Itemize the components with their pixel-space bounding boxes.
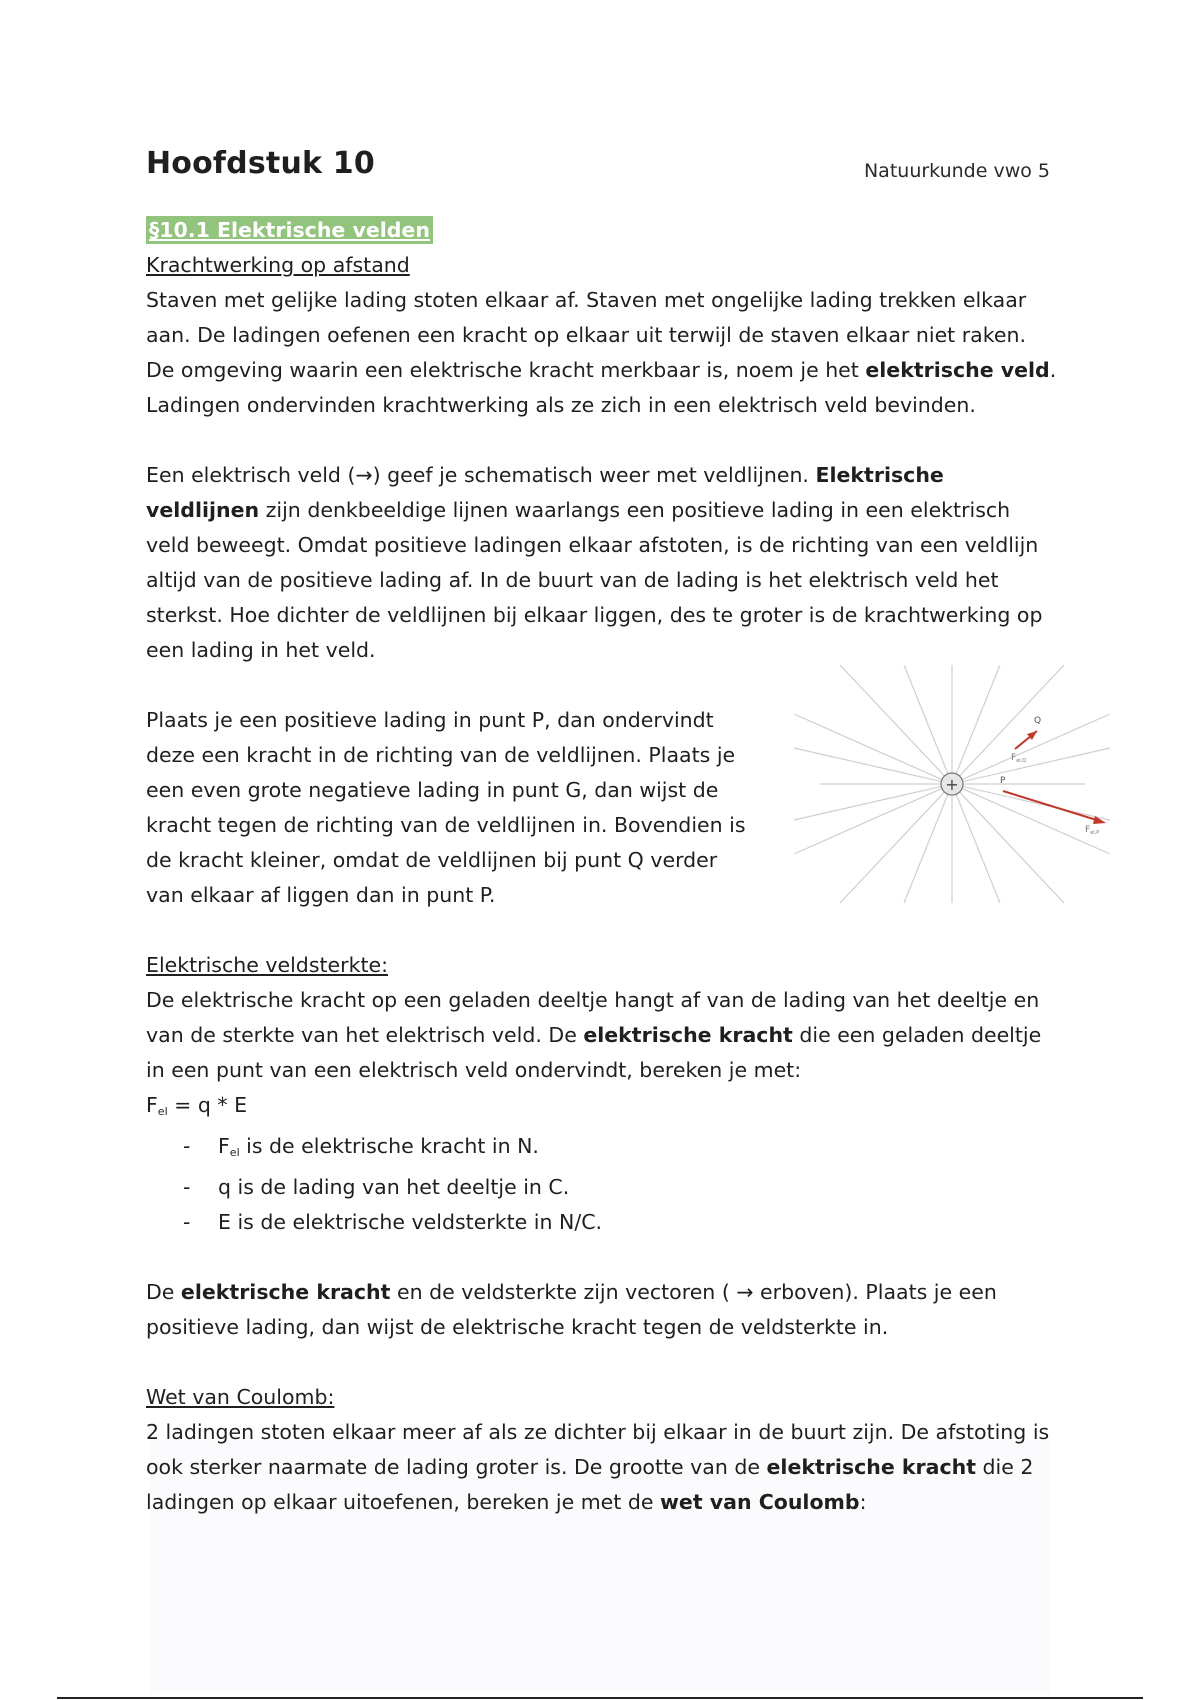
paragraph-vectoren: De elektrische kracht en de veldsterkte zijn vectoren ( → erboven). Plaats je een positieve lading, dan wijst de elektrische kracht tegen de veldsterkte in. — [146, 1280, 997, 1339]
paragraph-coulomb: 2 ladingen stoten elkaar meer af als ze dichter bij elkaar in de buurt zijn. De afstoting is ook sterker naarmate de lading groter is. De grootte van de elektrische kracht die 2 ladingen op elkaar uitoefenen, bereken je met de wet van Coulomb: — [146, 1420, 1050, 1514]
list-item: - E is de elektrische veldsterkte in N/C. — [183, 1205, 1058, 1240]
paragraph-punt-p: Plaats je een positieve lading in punt P, dan ondervindt deze een kracht in de richting van de veldlijnen. Plaats je een even grote negatieve lading in punt G, dan wijst de kracht tegen de richting van de veldlijnen in. Bovendien is de kracht kleiner, omdat de veldlijnen bij punt Q verder van elkaar af liggen dan in punt P. — [146, 708, 746, 907]
paragraph-veldlijnen: Een elektrisch veld (→) geef je schematisch weer met veldlijnen. Elektrische veldlijnen zijn denkbeeldige lijnen waarlangs een positieve lading in een elektrisch veld beweegt. Omdat positieve ladingen elkaar afstoten, is de richting van een veldlijn altijd van de positieve lading af. In de buurt van de lading is het elektrisch veld het sterkst. Hoe dichter de veldlijnen bij elkaar liggen, des te groter is de krachtwerking op een lading in het veld. — [146, 463, 1043, 662]
list-item: - q is de lading van het deeltje in C. — [183, 1170, 1058, 1205]
document-body — [146, 213, 1100, 1520]
field-section — [146, 703, 1100, 913]
course-label: Natuurkunde vwo 5 — [863, 160, 1050, 182]
charge-sign-plus: + — [945, 775, 959, 794]
coulomb-heading: Wet van Coulomb: — [146, 1385, 335, 1409]
force-vector-p — [1003, 791, 1103, 822]
label-force-p: $F_{el,P}$ — [1085, 825, 1100, 836]
paragraph-krachtwerking-1: Staven met gelijke lading stoten elkaar af. Staven met ongelijke lading trekken elkaar aan. De ladingen oefenen een kracht op elkaar uit terwijl de staven elkaar niet raken. De omgeving waarin een elektrische kracht merkbaar is, noem je het elektrische veld. Ladingen ondervinden krachtwerking als ze zich in een elektrisch veld bevinden. — [146, 288, 1057, 417]
variable-list — [146, 1129, 1058, 1240]
paragraph-veldsterkte: De elektrische kracht op een geladen deeltje hangt af van de lading van het deeltje en van de sterkte van het elektrisch veld. De elektrische kracht die een geladen deeltje in een punt van een elektrisch veld ondervindt, bereken je met: — [146, 988, 1042, 1082]
label-q: Q — [1034, 716, 1042, 726]
field-lines-diagram — [774, 665, 1132, 913]
chapter-title: Hoofdstuk 10 — [146, 146, 375, 181]
krachtwerking-heading: Krachtwerking op afstand — [146, 253, 410, 277]
label-force-q: $F_{el,Q}$ — [1011, 753, 1027, 764]
page-header — [146, 146, 1052, 190]
veldsterkte-heading: Elektrische veldsterkte: — [146, 953, 389, 977]
formula-fel: $F_{el} = q * E$ — [146, 1093, 248, 1118]
label-p: P — [1000, 776, 1006, 786]
section-heading: §10.1 Elektrische velden — [146, 216, 433, 244]
footer-divider — [57, 1697, 1143, 1699]
list-item: - $F_{el}$ is de elektrische kracht in N. — [183, 1129, 1058, 1170]
